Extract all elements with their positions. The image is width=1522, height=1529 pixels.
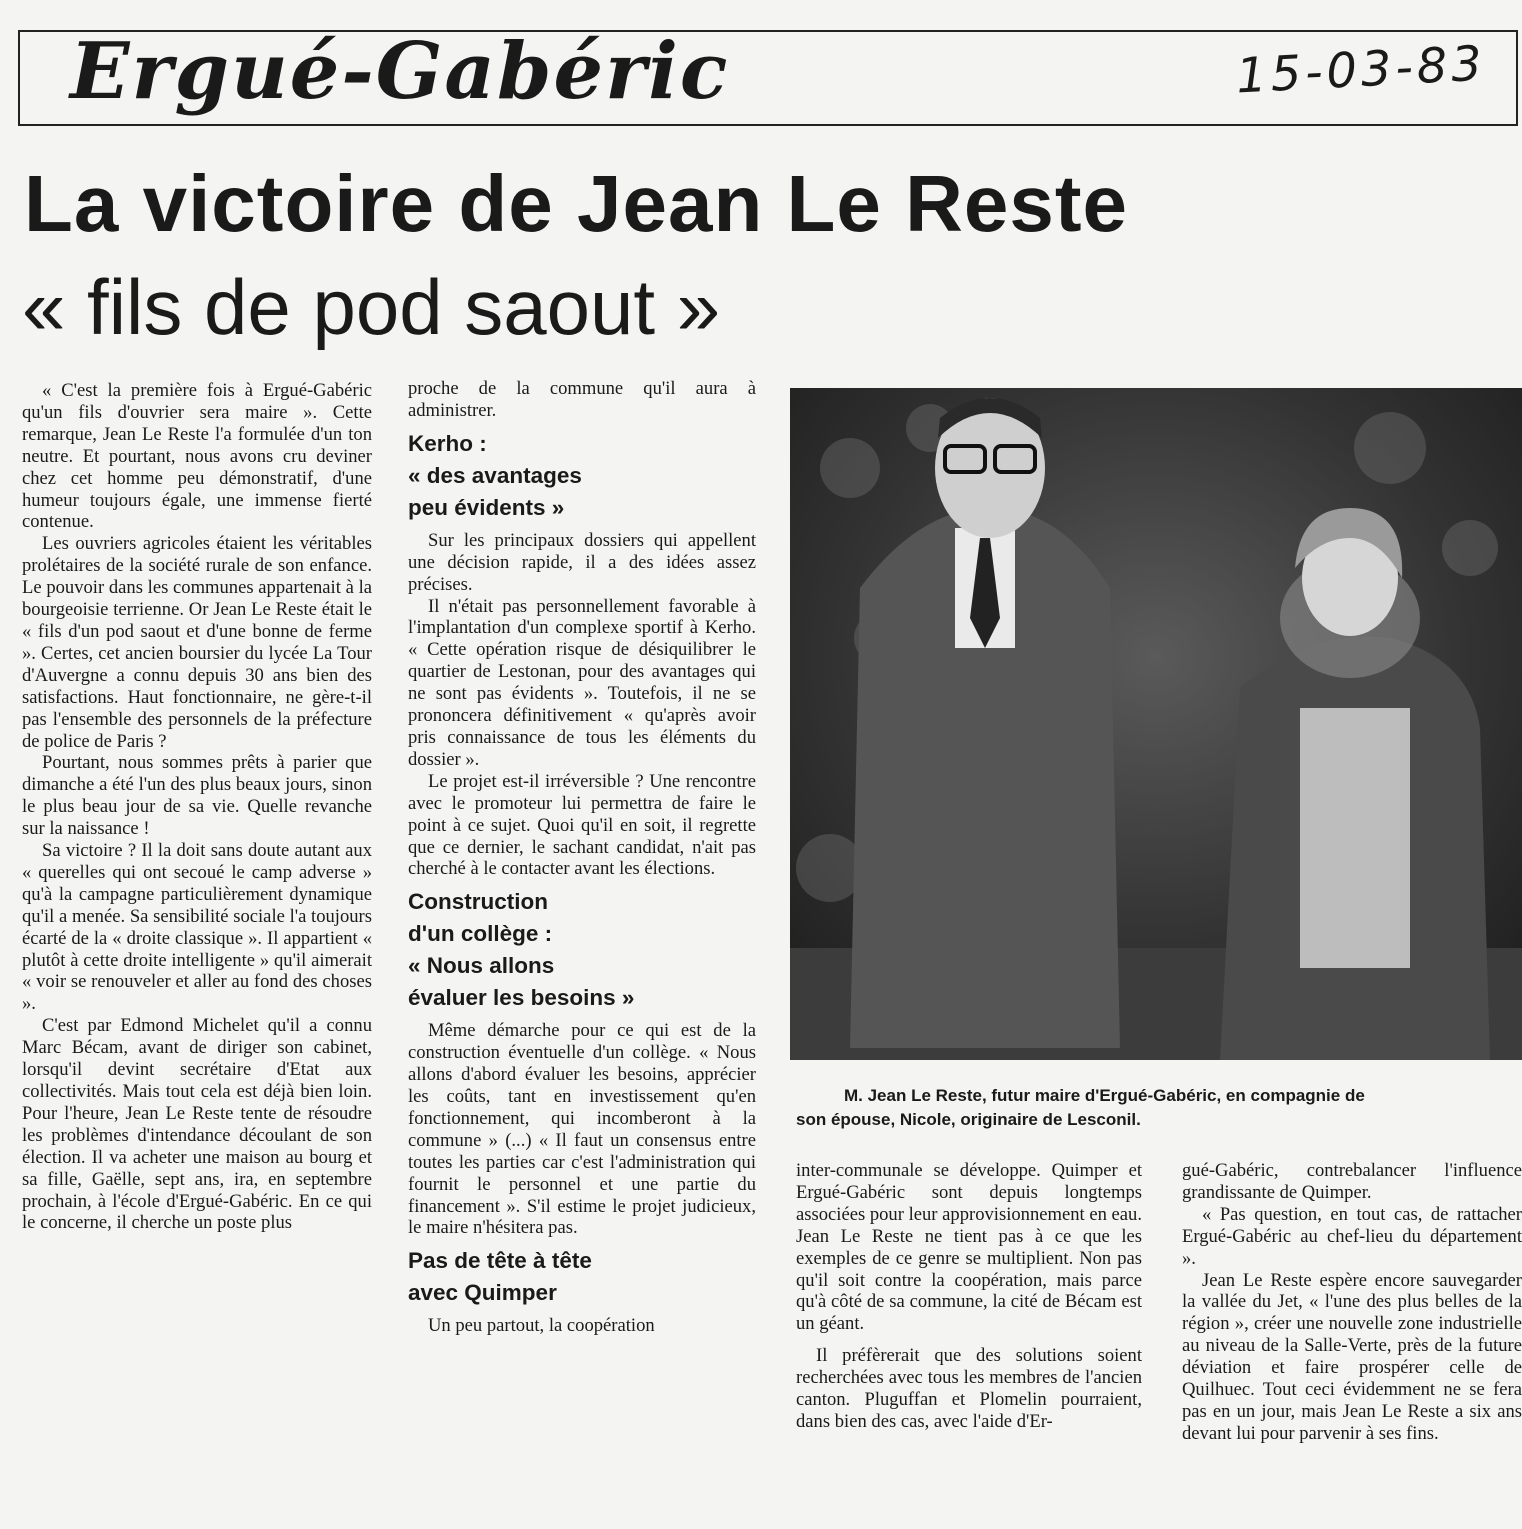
subhead-kerho [408,428,756,524]
paragraph: proche de la commune qu'il aura à administrer. [408,378,756,421]
article-column-4 [1182,1160,1522,1445]
section-header [18,26,1518,126]
article-column-1 [22,380,372,1234]
paragraph: « C'est la première fois à Ergué-Gabéric qu'un fils d'ouvrier sera maire ». Cette remarque, Jean Le Reste l'a formulée d'un ton neutre. Et pourtant, nous avons cru deviner chez cet homme peu démonstratif, d'une humeur toujours égale, une immense fierté contenue. [22,380,372,533]
subhead-college [408,886,756,1014]
subhead-line: « des avantages [408,462,582,488]
paragraph: Il n'était pas personnellement favorable à l'implantation d'un complexe sportif à Kerho. « Cette opération risque de désiquilibrer le quartier de Lestonan, pour des avantages qui ne sont pas évidents ». Toutefois, il ne se prononcera définitivement « qu'après avoir pris connaissance de tous les éléments du dossier ». [408,595,756,770]
paragraph: Pourtant, nous sommes prêts à parier que dimanche a été l'un des plus beaux jours, sinon le plus beau jour de sa vie. Quelle revanche sur la naissance ! [22,752,372,840]
paragraph: Jean Le Reste espère encore sauvegarder la vallée du Jet, « l'une des plus belles de la région », créer une nouvelle zone industrielle au niveau de la Salle-Verte, près de la future déviation et faire prospérer celle de Quilhuec. Tout ceci évidemment ne se fera pas en un jour, mais Jean Le Reste a six ans devant lui pour parvenir à ses fins. [1182,1269,1522,1444]
portrait-photo [790,388,1522,1060]
photo-caption [790,1084,1522,1132]
subhead-line: Construction [408,889,548,915]
paragraph: gué-Gabéric, contrebalancer l'influence grandissante de Quimper. [1182,1160,1522,1203]
subhead-quimper [408,1245,756,1309]
paragraph: Même démarche pour ce qui est de la construction éventuelle d'un collège. « Nous allons d'abord évaluer les besoins, apprécier les coûts, tant en investissement qu'en fonctionnement, qui incomberont à la commune » (...) « Il faut un consensus entre toutes les parties car c'est l'administration qui fournit le personnel et une partie du financement ». S'il estime le projet judicieux, le maire n'hésitera pas. [408,1020,756,1239]
photo-illustration [790,388,1522,1060]
paragraph: Il préfèrerait que des solutions soient recherchées avec tous les membres de l'ancien canton. Pluguffan et Plomelin pourraient, dans bien des cas, avec l'aide d'Er- [796,1345,1142,1432]
headline: La victoire de Jean Le Reste [24,159,1129,248]
paragraph: inter-communale se développe. Quimper et Ergué-Gabéric sont depuis longtemps associées pour leur approvisionnement en eau. Jean Le Reste ne tient pas à ce que les exemples de ce genre se multiplient. Non pas qu'il soit contre la coopération, mais parce qu'à côté de sa commune, la cité de Bécam est un géant. [796,1160,1142,1335]
subhead-line: d'un collège : [408,921,553,947]
paragraph: Un peu partout, la coopération [428,1315,655,1337]
caption-line: M. Jean Le Reste, futur maire d'Ergué-Gabéric, en compagnie de [844,1086,1365,1105]
caption-line: son épouse, Nicole, originaire de Lesconil. [796,1110,1141,1129]
paragraph: Le projet est-il irréversible ? Une rencontre avec le promoteur lui permettra de faire le point à ce sujet. Quoi qu'il en soit, il regrette que ce dernier, le sachant candidat, n'ait pas cherché à le contacter avant les élections. [408,770,756,880]
paragraph: Sur les principaux dossiers qui appellent une décision rapide, il a des idées assez précises. [408,529,756,595]
handwritten-date: 15-03-83 [1234,35,1488,105]
subheadline: « fils de pod saout » [22,263,721,351]
subhead-line: peu évidents » [408,494,565,520]
article-column-2 [408,378,756,1337]
subhead-line: avec Quimper [408,1280,557,1306]
paragraph: Sa victoire ? Il la doit sans doute autant aux « querelles qui ont secoué le camp adverse » qu'à la campagne particulièrement dynamique qu'il a menée. Sa sensibilité sociale l'a toujours écarté de la « droite classique ». Il appartient « plutôt à cette droite intelligente » qu'il aimerait « voir se renouveler et aller au fond des choses ». [22,840,372,1015]
paragraph: C'est par Edmond Michelet qu'il a connu Marc Bécam, avant de diriger son cabinet, lorsqu'il devint secrétaire d'Etat aux collectivités. Mais tout cela est déjà bien loin. Pour l'heure, Jean Le Reste tente de résoudre les problèmes d'intendance découlant de son élection. Il va acheter une maison au bourg et sa fille, Gaëlle, sept ans, ira, en septembre prochain, à l'école d'Ergué-Gabéric. En ce qui le concerne, il cherche un poste plus [22,1015,372,1234]
paragraph: « Pas question, en tout cas, de rattacher Ergué-Gabéric au chef-lieu du département ». [1182,1203,1522,1269]
town-name: Ergué-Gabéric [70,26,730,117]
subhead-line: Kerho : [408,430,487,456]
subhead-line: « Nous allons [408,953,555,979]
paragraph: Les ouvriers agricoles étaient les véritables prolétaires de la société rurale de son enfance. Le pouvoir dans les communes appartenait à la bourgeoisie terrienne. Or Jean Le Reste était le « fils d'un pod saout et d'une bonne de ferme ». Certes, cet ancien boursier du lycée La Tour d'Auvergne a connu depuis 30 ans bien des satisfactions. Haut fonctionnaire, ne gère-t-il pas l'ensemble des personnels de la préfecture de police de Paris ? [22,533,372,752]
subhead-line: évaluer les besoins » [408,985,635,1011]
article-column-3 [796,1160,1142,1433]
subhead-line: Pas de tête à tête [408,1248,592,1274]
